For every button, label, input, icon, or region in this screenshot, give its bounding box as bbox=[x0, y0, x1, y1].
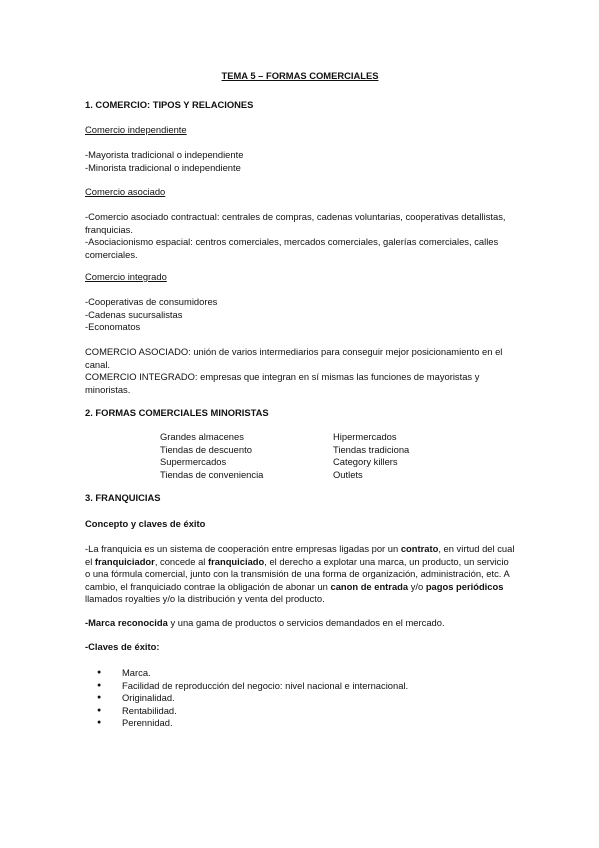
list-item: ● Originalidad. bbox=[97, 692, 408, 705]
forma-item: Supermercados bbox=[160, 456, 227, 468]
franquicia-paragraph: -La franquicia es un sistema de cooperación entre empresas ligadas por un contrato, en virtud del cual el franquiciador, concede al franquiciado, el derecho a explotar una marca, un producto, un servicio o una fórmula comercial, junto con la transmisión de una forma de organización, administración, etc. A cambio, el franquiciado contrae la obligación de abonar un canon de entrada y/o pagos periódicos llamados royalties y/o la distribución y venta del producto. bbox=[85, 543, 515, 605]
list-item: ● Rentabilidad. bbox=[97, 705, 408, 718]
section1-heading: 1. COMERCIO: TIPOS Y RELACIONES bbox=[85, 99, 254, 110]
independiente-line-1: -Mayorista tradicional o independiente bbox=[85, 149, 244, 160]
asociado-paragraph-1: -Comercio asociado contractual: centrales de compras, cadenas voluntarias, cooperativas detallistas, franquicias. bbox=[85, 211, 506, 235]
definition-integrado: COMERCIO INTEGRADO: empresas que integran en sí mismas las funciones de mayoristas y minoristas. bbox=[85, 371, 480, 395]
claves-label: -Claves de éxito: bbox=[85, 641, 160, 652]
independiente-line-2: -Minorista tradicional o independiente bbox=[85, 161, 241, 173]
forma-item: Grandes almacenes bbox=[160, 431, 244, 442]
integrado-line-2: -Cadenas sucursalistas bbox=[85, 308, 183, 320]
forma-item: Category killers bbox=[333, 456, 398, 468]
integrado-line-3: -Economatos bbox=[85, 321, 141, 333]
list-item: ● Marca. bbox=[97, 667, 408, 680]
forma-item: Outlets bbox=[333, 468, 363, 480]
page-title: TEMA 5 – FORMAS COMERCIALES bbox=[221, 70, 379, 81]
asociado-label: Comercio asociado bbox=[85, 186, 166, 197]
formas-left-column bbox=[160, 431, 263, 481]
definition-asociado: COMERCIO ASOCIADO: unión de varios intermediarios para conseguir mejor posicionamiento en el canal. bbox=[85, 346, 503, 370]
independiente-label: Comercio independiente bbox=[85, 124, 187, 135]
section3-heading: 3. FRANQUICIAS bbox=[85, 492, 161, 503]
asociado-paragraph-2: -Asociacionismo espacial: centros comerciales, mercados comerciales, galerías comerciales, calles comerciales. bbox=[85, 236, 499, 260]
forma-item: Tiendas tradiciona bbox=[333, 443, 410, 455]
forma-item: Tiendas de conveniencia bbox=[160, 468, 264, 480]
forma-item: Hipermercados bbox=[333, 431, 397, 442]
claves-list bbox=[97, 667, 408, 730]
list-item: ● Perennidad. bbox=[97, 717, 408, 730]
formas-right-column bbox=[333, 431, 409, 481]
forma-item: Tiendas de descuento bbox=[160, 443, 252, 455]
list-item: ● Facilidad de reproducción del negocio: nivel nacional e internacional. bbox=[97, 680, 408, 693]
integrado-label: Comercio integrado bbox=[85, 271, 167, 282]
marca-paragraph: -Marca reconocida y una gama de productos o servicios demandados en el mercado. bbox=[85, 617, 445, 628]
integrado-line-1: -Cooperativas de consumidores bbox=[85, 296, 218, 307]
section3-subheading: Concepto y claves de éxito bbox=[85, 518, 206, 529]
section2-heading: 2. FORMAS COMERCIALES MINORISTAS bbox=[85, 407, 269, 418]
